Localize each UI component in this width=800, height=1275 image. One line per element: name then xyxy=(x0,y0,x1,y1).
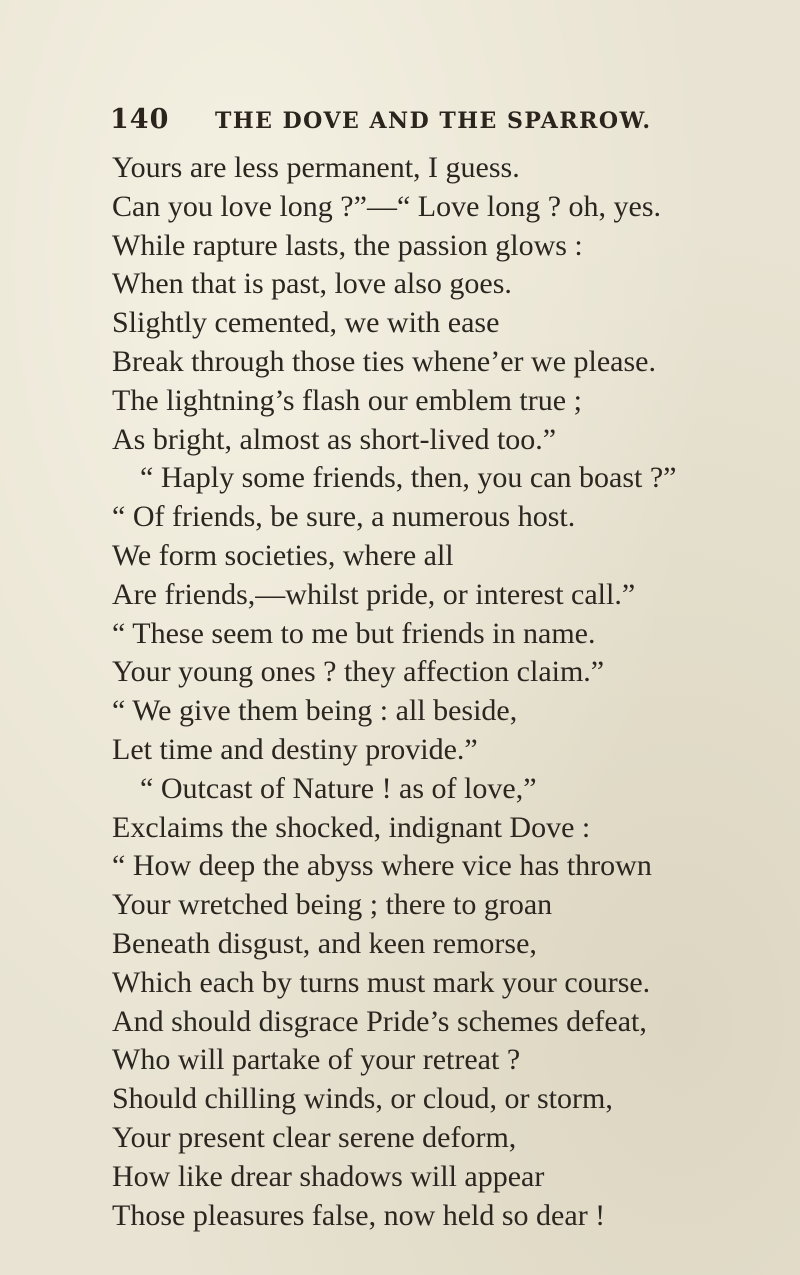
poem-line: We form societies, where all xyxy=(112,539,454,572)
running-title: THE DOVE AND THE SPARROW. xyxy=(215,108,652,134)
poem-line: When that is past, love also goes. xyxy=(112,267,512,301)
poem-line: Are friends,—whilst pride, or interest call.” xyxy=(112,577,636,611)
poem-line: “ These seem to me but friends in name. xyxy=(112,616,596,650)
poem-line: Who will partake of your retreat ? xyxy=(112,1043,521,1077)
poem-line: Which each by turns must mark your course. xyxy=(112,965,651,999)
poem-line: Your wretched being ; there to groan xyxy=(112,888,553,922)
poem-line: Your young ones ? they affection claim.” xyxy=(112,655,605,689)
poem-line: Should chilling winds, or cloud, or storm, xyxy=(112,1082,613,1116)
poem-line: Break through those ties whene’er we please. xyxy=(112,345,656,378)
poem-line: Your present clear serene deform, xyxy=(112,1121,517,1154)
poem-line: As bright, almost as short-lived too.” xyxy=(112,422,557,456)
poem-line: “ Of friends, be sure, a numerous host. xyxy=(112,500,576,534)
poem-line: “ We give them being : all beside, xyxy=(112,694,518,728)
poem-line: While rapture lasts, the passion glows : xyxy=(112,228,583,262)
poem-line: Exclaims the shocked, indignant Dove : xyxy=(112,810,591,844)
poem-line: Yours are less permanent, I guess. xyxy=(112,151,520,184)
poem-line: “ Outcast of Nature ! as of love,” xyxy=(140,771,537,805)
poem-line: The lightning’s flash our emblem true ; xyxy=(112,383,582,417)
poem-line: Beneath disgust, and keen remorse, xyxy=(112,927,537,960)
poem-line: Those pleasures false, now held so dear ! xyxy=(112,1198,606,1232)
poem-line: “ How deep the abyss where vice has thrown xyxy=(112,849,652,883)
poem-line: “ Haply some friends, then, you can boast ?” xyxy=(140,461,677,495)
poem-line: And should disgrace Pride’s schemes defeat, xyxy=(112,1004,647,1038)
poem-line: Can you love long ?”—“ Love long ? oh, yes. xyxy=(112,189,662,223)
page-header xyxy=(110,104,730,144)
poem-line: Slightly cemented, we with ease xyxy=(112,306,500,340)
poem-line: Let time and destiny provide.” xyxy=(112,733,478,766)
poem-line: How like drear shadows will appear xyxy=(112,1159,545,1193)
page-number: 140 xyxy=(110,104,170,135)
